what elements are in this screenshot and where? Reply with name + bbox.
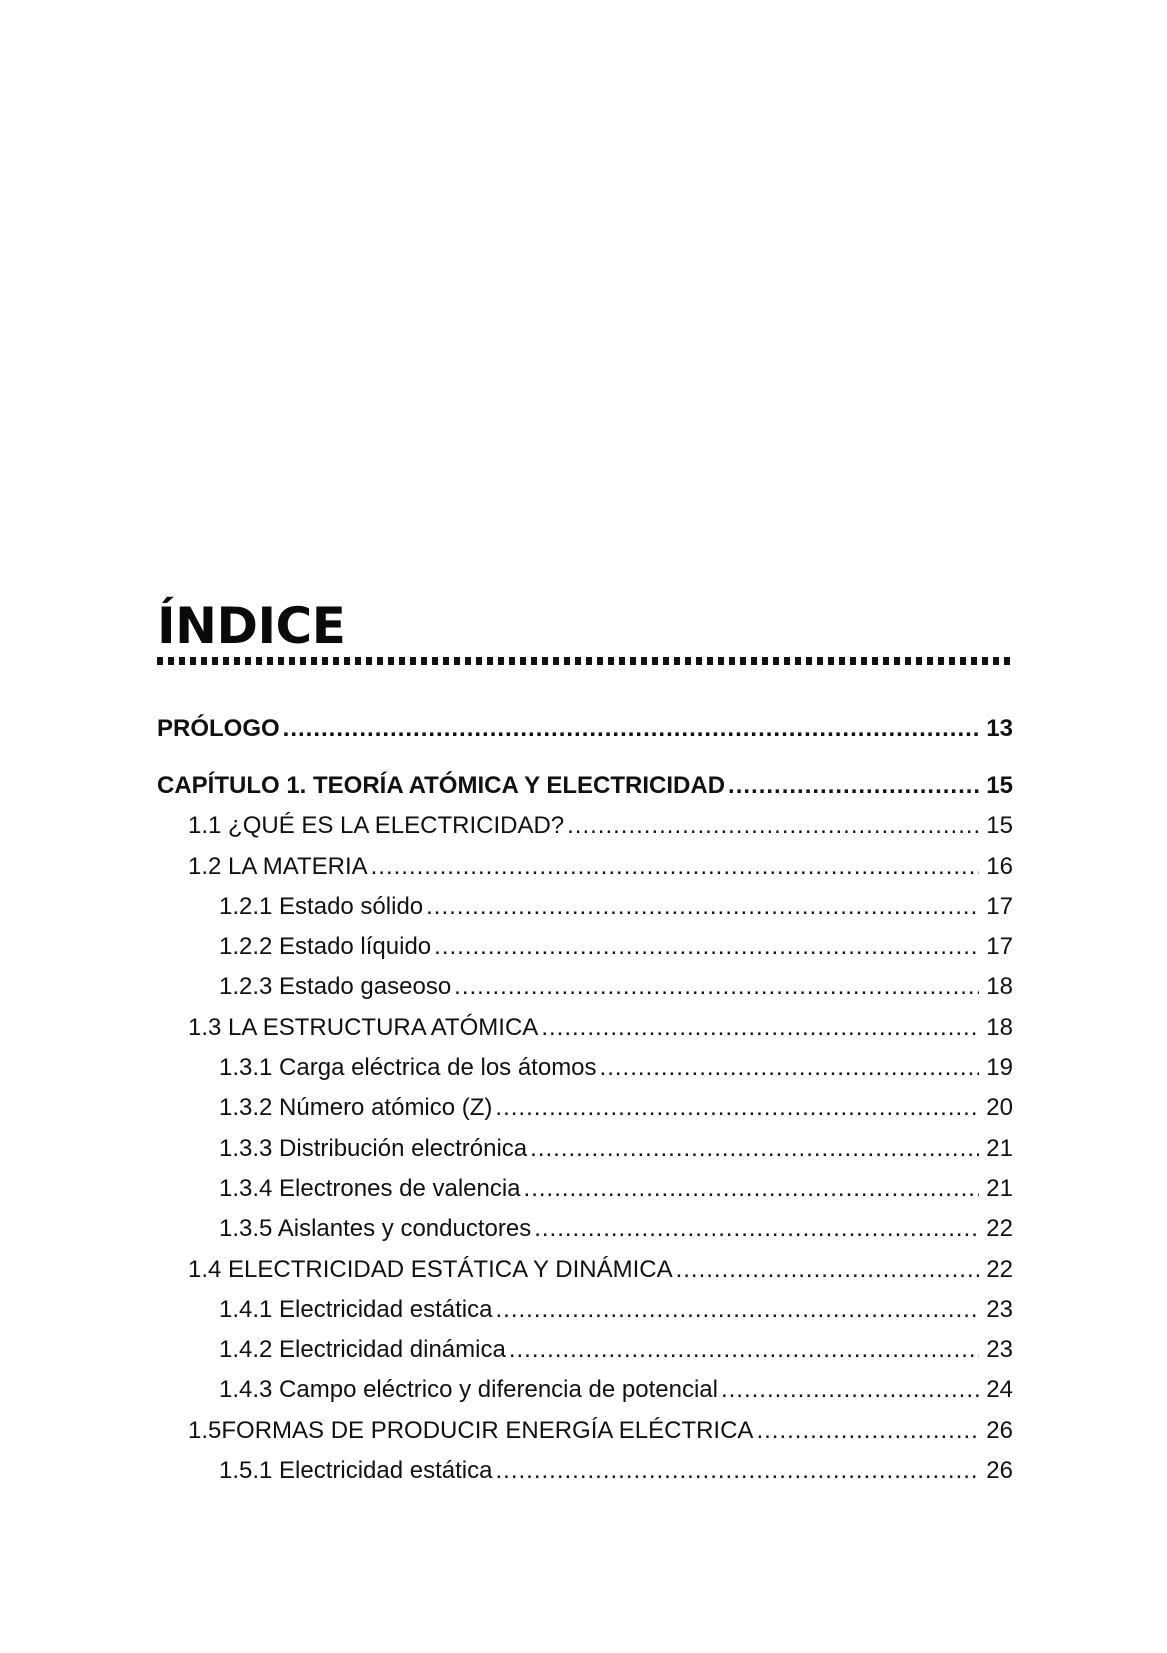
toc-entry-page-number: 22 [986,1255,1013,1283]
toc-entry-page-number: 13 [986,715,1013,742]
dot-leader [454,967,979,1007]
toc-entry[interactable] [157,1169,1013,1209]
toc-entry-label: 1.3.1 Carga eléctrica de los átomos [219,1054,597,1082]
toc-entry[interactable] [157,1290,1013,1330]
toc-entry-label: 1.2.3 Estado gaseoso [219,973,452,1001]
dot-leader [721,1370,979,1410]
toc-entry-label: 1.3.5 Aislantes y conductores [219,1215,532,1243]
dot-leader [676,1250,979,1290]
toc-entry[interactable] [157,710,1013,748]
dot-leader [371,847,979,887]
toc-entry[interactable] [157,1008,1013,1048]
toc-entry-page-number: 24 [986,1376,1013,1404]
dot-leader [600,1048,979,1088]
toc-entry-label: 1.2 LA MATERIA [188,852,368,880]
toc-entry[interactable] [157,847,1013,887]
toc-entry-label: 1.2.1 Estado sólido [219,892,424,920]
dot-leader [530,1129,979,1169]
toc-entry-page-number: 18 [986,973,1013,1001]
toc-entry-page-number: 23 [986,1295,1013,1323]
toc-entry[interactable] [157,1209,1013,1249]
toc-entry-page-number: 16 [986,852,1013,880]
dotted-rule [157,657,1013,665]
dot-leader [495,1290,979,1330]
toc-entry-label: 1.1 ¿QUÉ ES LA ELECTRICIDAD? [188,812,565,840]
toc-entry[interactable] [157,766,1013,806]
toc-entry[interactable] [157,1048,1013,1088]
toc-entry[interactable] [157,887,1013,927]
toc-entry-label: 1.4.1 Electricidad estática [219,1295,493,1323]
toc-entry-page-number: 22 [986,1215,1013,1243]
toc-entry-label: 1.2.2 Estado líquido [219,933,432,961]
toc-entry[interactable] [157,967,1013,1007]
toc-entry[interactable] [157,1250,1013,1290]
toc-entry[interactable] [157,1129,1013,1169]
dot-leader [495,1451,979,1491]
toc-entry-page-number: 17 [986,892,1013,920]
toc-entry-label: 1.4 ELECTRICIDAD ESTÁTICA Y DINÁMICA [188,1255,673,1283]
index-heading: ÍNDICE [157,597,346,655]
toc-entry-page-number: 20 [986,1094,1013,1122]
toc-entry-page-number: 15 [986,772,1013,799]
toc-entry-page-number: 26 [986,1416,1013,1444]
dot-leader [426,887,979,927]
toc-entry-label: 1.4.2 Electricidad dinámica [219,1336,506,1364]
dot-leader [524,1169,979,1209]
dot-leader [728,766,979,806]
toc-entry-label: PRÓLOGO [157,715,280,742]
dot-leader [567,806,979,846]
toc-entry[interactable] [157,1451,1013,1491]
toc-entry[interactable] [157,1411,1013,1451]
dot-leader [541,1008,979,1048]
toc-entry-label: 1.3.3 Distribución electrónica [219,1134,528,1162]
toc-entry-page-number: 18 [986,1013,1013,1041]
dot-leader [434,927,979,967]
toc-entry-page-number: 21 [986,1134,1013,1162]
toc-entry-label: 1.5FORMAS DE PRODUCIR ENERGÍA ELÉCTRICA [188,1416,754,1444]
dot-leader [495,1088,979,1128]
dot-leader [756,1411,979,1451]
toc-entry-page-number: 23 [986,1336,1013,1364]
toc-entry-page-number: 15 [986,812,1013,840]
toc-entry-label: CAPÍTULO 1. TEORÍA ATÓMICA Y ELECTRICIDAD [157,772,726,799]
toc-entry[interactable] [157,927,1013,967]
toc-entry[interactable] [157,806,1013,846]
toc-entry-page-number: 21 [986,1174,1013,1202]
toc-entry-label: 1.4.3 Campo eléctrico y diferencia de potencial [219,1376,718,1404]
toc-entry-label: 1.3.4 Electrones de valencia [219,1174,521,1202]
table-of-contents [157,710,1013,1491]
toc-entry-page-number: 17 [986,933,1013,961]
dot-leader [283,710,979,748]
toc-entry[interactable] [157,1330,1013,1370]
toc-entry-label: 1.3.2 Número atómico (Z) [219,1094,493,1122]
toc-entry[interactable] [157,1088,1013,1128]
toc-entry-page-number: 26 [986,1457,1013,1485]
toc-entry-label: 1.5.1 Electricidad estática [219,1457,493,1485]
dot-leader [534,1209,979,1249]
dot-leader [509,1330,979,1370]
toc-entry-page-number: 19 [986,1054,1013,1082]
toc-entry[interactable] [157,1370,1013,1410]
toc-entry-label: 1.3 LA ESTRUCTURA ATÓMICA [188,1013,539,1041]
